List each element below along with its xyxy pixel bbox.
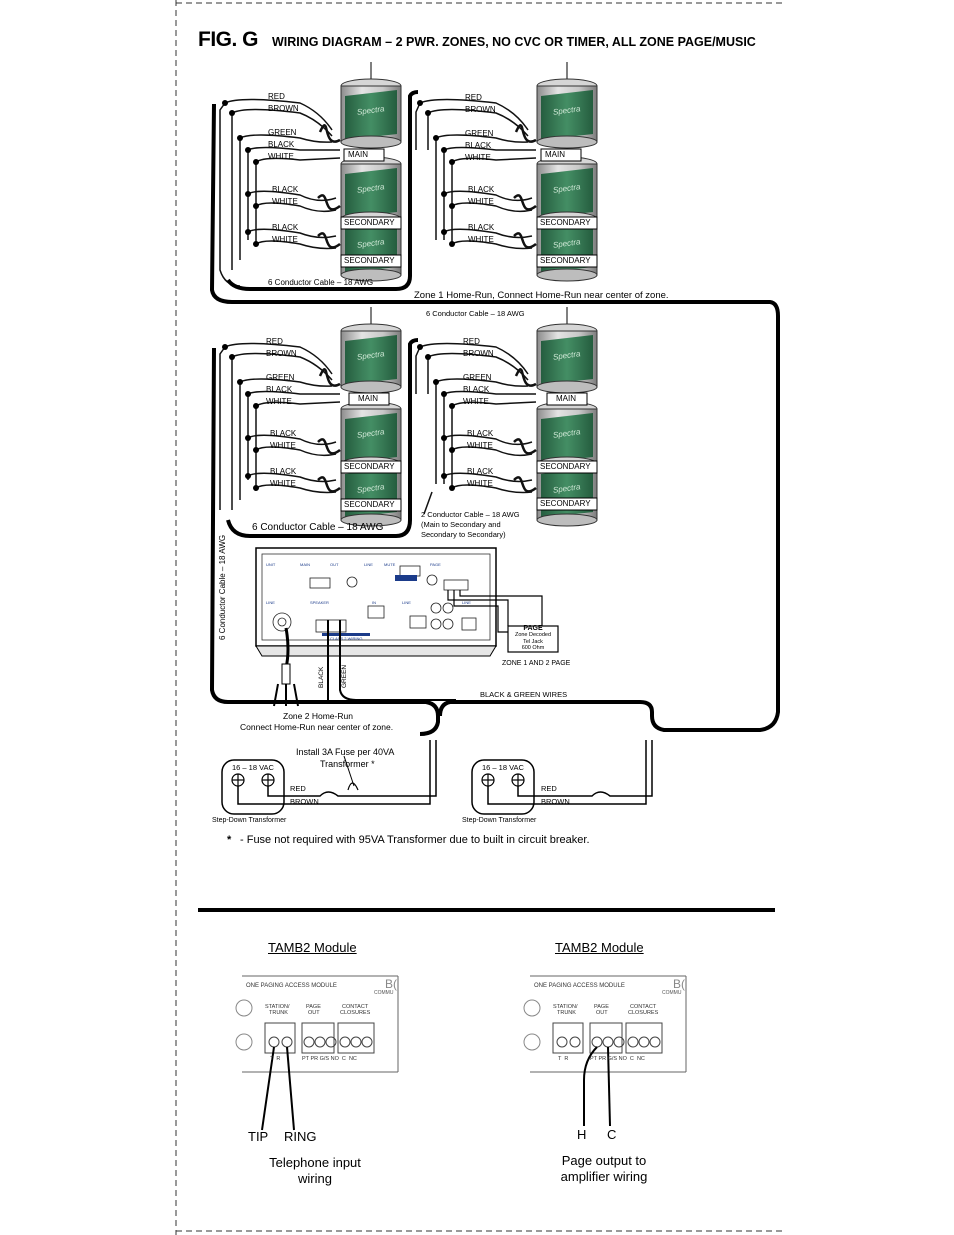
secondary-speaker-label: SECONDARY: [344, 500, 395, 509]
module-col3: CONTACT: [342, 1004, 369, 1010]
wire-label-black: BLACK: [270, 429, 297, 438]
wire-label-black: BLACK: [272, 223, 299, 232]
step-down-label: Step-Down Transformer: [212, 817, 287, 824]
svg-text:OUT: OUT: [330, 562, 339, 567]
home-run-cable-label: 6 Conductor Cable – 18 AWG: [426, 309, 525, 318]
module-logo: B(: [385, 977, 397, 991]
wire-label-brown: BROWN: [463, 349, 494, 358]
module-comm: COMMU: [374, 990, 394, 996]
secondary-speaker-label: SECONDARY: [540, 256, 591, 265]
wire-label-red: RED: [463, 337, 480, 346]
step-down-label: Step-Down Transformer: [462, 817, 537, 824]
footnote: - Fuse not required with 95VA Transformer due to built in circuit breaker.: [240, 834, 590, 846]
wiring-diagram: Spectra UNIT MAIN OUT LINE MUTE PAGE LINE SPEAKER IN LINE LINE CLASS 2 WIRING: [0, 0, 954, 1235]
wire-label-black: BLACK: [465, 141, 492, 150]
main-speaker-label: MAIN: [545, 150, 565, 159]
module-col2b: OUT: [596, 1010, 608, 1016]
module-col1: STATION/: [265, 1004, 290, 1010]
wire-label-green: GREEN: [266, 373, 295, 382]
module-header: ONE PAGING ACCESS MODULE: [246, 983, 337, 989]
black-wire-label: BLACK: [318, 666, 325, 688]
two-conductor-note: (Main to Secondary and: [421, 520, 501, 529]
page-box-title: PAGE: [523, 625, 543, 632]
module-col3b: CLOSURES: [628, 1010, 659, 1016]
module-logo: B(: [673, 977, 685, 991]
figure-title: WIRING DIAGRAM – 2 PWR. ZONES, NO CVC OR TIMER, ALL ZONE PAGE/MUSIC: [272, 35, 756, 49]
wire-label-white: WHITE: [266, 397, 292, 406]
module-col1b: TRUNK: [269, 1010, 288, 1016]
two-conductor-label: 2 Conductor Cable – 18 AWG: [421, 510, 520, 519]
svg-text:LINE: LINE: [402, 600, 411, 605]
svg-text:PAGE: PAGE: [430, 562, 441, 567]
wire-label-white: WHITE: [272, 197, 298, 206]
wire-label-black: BLACK: [463, 385, 490, 394]
secondary-speaker-label: SECONDARY: [344, 256, 395, 265]
wire-label-white: WHITE: [465, 153, 491, 162]
module-terms: T R: [558, 1056, 569, 1062]
module-terms: T R: [270, 1056, 281, 1062]
module-col2b: OUT: [308, 1010, 320, 1016]
svg-text:LINE: LINE: [462, 600, 471, 605]
secondary-speaker-label: SECONDARY: [344, 218, 395, 227]
wire-label-white: WHITE: [270, 479, 296, 488]
wire-label-black: BLACK: [272, 185, 299, 194]
wire-label-red: RED: [266, 337, 283, 346]
main-speaker-label: MAIN: [556, 394, 576, 403]
wire-label-black: BLACK: [468, 223, 495, 232]
svg-text:MAIN: MAIN: [300, 562, 310, 567]
wire-label-black: BLACK: [467, 467, 494, 476]
module-title: TAMB2 Module: [268, 940, 357, 955]
secondary-speaker-label: SECONDARY: [344, 462, 395, 471]
zone1-cable-label: 6 Conductor Cable – 18 AWG: [268, 278, 374, 287]
svg-text:UNIT: UNIT: [266, 562, 276, 567]
wire-label-black: BLACK: [266, 385, 293, 394]
zone2-home-run-note: Connect Home-Run near center of zone.: [240, 722, 394, 732]
transformer-red-label: RED: [541, 784, 557, 793]
figure-label: FIG. G: [198, 28, 258, 51]
transformer-brown-label: BROWN: [290, 797, 319, 806]
h-label: H: [577, 1127, 587, 1142]
transformer-brown-label: BROWN: [541, 797, 570, 806]
main-speaker-label: MAIN: [348, 150, 368, 159]
wire-label-brown: BROWN: [465, 105, 496, 114]
wire-label-white: WHITE: [467, 441, 493, 450]
wire-label-white: WHITE: [272, 235, 298, 244]
wire-label-black: BLACK: [270, 467, 297, 476]
transformer-red-label: RED: [290, 784, 306, 793]
module-caption: wiring: [298, 1171, 332, 1186]
main-speaker-label: MAIN: [358, 394, 378, 403]
transformer-voltage: 16 – 18 VAC: [232, 763, 274, 772]
secondary-speaker-label: SECONDARY: [540, 218, 591, 227]
wire-label-white: WHITE: [468, 197, 494, 206]
wire-label-black: BLACK: [268, 140, 295, 149]
wire-label-white: WHITE: [468, 235, 494, 244]
wire-label-black: BLACK: [468, 185, 495, 194]
zone2-cable-label: 6 Conductor Cable – 18 AWG: [252, 522, 384, 533]
wire-label-black: BLACK: [467, 429, 494, 438]
module-comm: COMMU: [662, 990, 682, 996]
page-box-line: Zone Decoded: [514, 632, 552, 638]
zone1-home-run-label: Zone 1 Home-Run, Connect Home-Run near center of zone.: [414, 290, 669, 301]
module-col2: PAGE: [594, 1004, 609, 1010]
svg-text:IN: IN: [372, 600, 376, 605]
svg-text:MUTE: MUTE: [384, 562, 396, 567]
zone2-home-run-label: Zone 2 Home-Run: [283, 711, 353, 721]
zone-page-label: ZONE 1 AND 2 PAGE: [502, 660, 571, 667]
page-box-line: Tel Jack: [523, 639, 543, 645]
tip-label: TIP: [248, 1129, 269, 1144]
wire-label-red: RED: [268, 92, 285, 101]
module-caption: amplifier wiring: [560, 1169, 648, 1184]
wire-label-green: GREEN: [268, 128, 297, 137]
wire-label-white: WHITE: [270, 441, 296, 450]
module-col3b: CLOSURES: [340, 1010, 371, 1016]
wire-label-green: GREEN: [463, 373, 492, 382]
svg-text:CLASS 2 WIRING: CLASS 2 WIRING: [330, 636, 363, 641]
module-col1: STATION/: [553, 1004, 578, 1010]
fuse-note: Transformer *: [320, 759, 375, 769]
wire-label-white: WHITE: [268, 152, 294, 161]
two-conductor-note: Secondary to Secondary): [421, 530, 506, 539]
module-caption: Telephone input: [269, 1155, 361, 1170]
module-terms2: PT PR G/S NO C NC: [590, 1056, 645, 1062]
wire-label-red: RED: [465, 93, 482, 102]
svg-text:LINE: LINE: [364, 562, 373, 567]
wire-label-green: GREEN: [465, 129, 494, 138]
green-wire-label: GREEN: [341, 664, 348, 688]
fuse-note: Install 3A Fuse per 40VA: [296, 747, 395, 757]
module-title: TAMB2 Module: [555, 940, 644, 955]
module-caption: Page output to: [561, 1153, 647, 1168]
wire-label-brown: BROWN: [266, 349, 297, 358]
module-col2: PAGE: [306, 1004, 321, 1010]
page-box-line: 600 Ohm: [521, 645, 545, 651]
svg-text:SPEAKER: SPEAKER: [310, 600, 329, 605]
module-col1b: TRUNK: [557, 1010, 576, 1016]
c-label: C: [607, 1127, 617, 1142]
vertical-cable-label: 6 Conductor Cable – 18 AWG: [218, 534, 227, 640]
wire-label-white: WHITE: [463, 397, 489, 406]
footnote-star: *: [227, 834, 232, 846]
black-green-wires-label: BLACK & GREEN WIRES: [480, 690, 568, 699]
secondary-speaker-label: SECONDARY: [540, 499, 591, 508]
ring-label: RING: [284, 1129, 317, 1144]
secondary-speaker-label: SECONDARY: [540, 462, 591, 471]
module-col3: CONTACT: [630, 1004, 657, 1010]
transformer-voltage: 16 – 18 VAC: [482, 763, 524, 772]
wire-label-brown: BROWN: [268, 104, 299, 113]
svg-text:LINE: LINE: [266, 600, 275, 605]
module-header: ONE PAGING ACCESS MODULE: [534, 983, 625, 989]
module-terms2: PT PR G/S NO C NC: [302, 1056, 357, 1062]
wire-label-white: WHITE: [467, 479, 493, 488]
